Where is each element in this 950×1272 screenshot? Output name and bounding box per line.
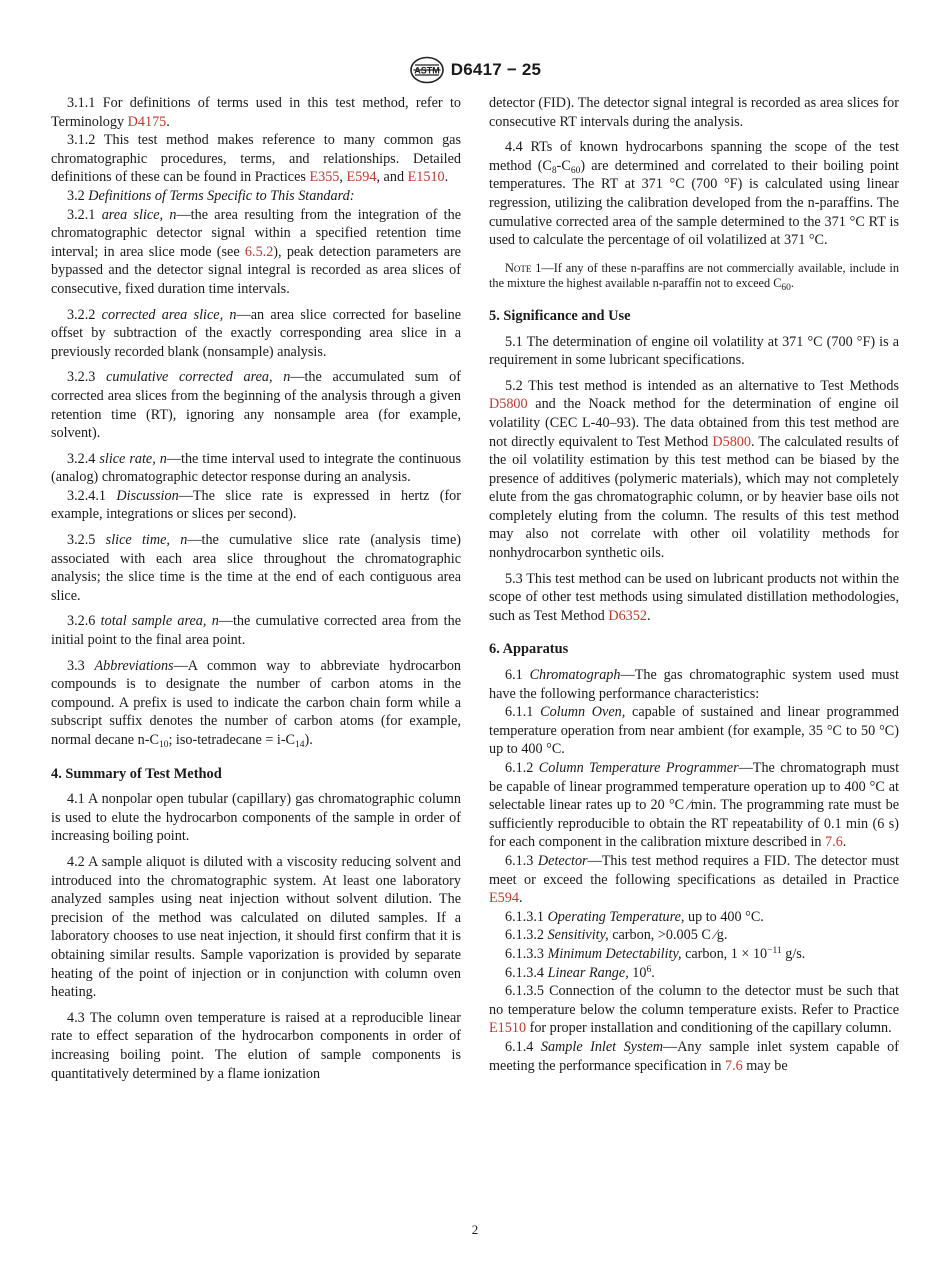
para-5-1: 5.1 The determination of engine oil volatility at 371 °C (700 °F) is a requirement in some lubricant specifications. bbox=[489, 333, 899, 369]
para-4-2: 4.2 A sample aliquot is diluted with a viscosity reducing solvent and introduced into the chromatographic system. At least one laboratory analyzed samples using neat injection without solvent dilution. The precision of the method was calculated on diluted samples. If a laboratory chooses to use neat injection, it should first confirm that it is obtaining similar results. Sample vaporization is provided by separate heating of the point of injection or in conjunction with column oven heating. bbox=[51, 853, 461, 1001]
astm-logo-icon bbox=[409, 56, 445, 84]
note-1: Note 1—If any of these n-paraffins are not commercially available, include in the mixture the highest available n-paraffin not to exceed $C_{60}$. bbox=[489, 260, 899, 294]
link-7-6-2[interactable]: 7.6 bbox=[724, 1057, 743, 1074]
para-6-1-2: 6.1.2 Column Temperature Programmer—The chromatograph must be capable of linear programmed temperature operation up to 400 °C at selectable linear rates up to 20 °C ⁄min. The programming rate must be sufficiently reproducible to obtain the RT repeatability of 0.1 min (6 s) for each component in the calibration mixture described in 7.6. bbox=[489, 760, 900, 851]
link-d6352[interactable]: D6352 bbox=[608, 607, 647, 624]
link-e594[interactable]: E594 bbox=[346, 169, 377, 186]
para-3-2-4-1: 3.2.4.1 Discussion—The slice rate is expressed in hertz (for example, integrations or slices per second). bbox=[51, 487, 461, 523]
para-4-3: 4.3 The column oven temperature is raised at a reproducible linear rate to effect separation of the hydrocarbon components in order of increasing boiling point. The elution of sample components is quantitatively determined by a flame ionization bbox=[51, 1009, 461, 1082]
para-6-1-1: 6.1.1 Column Oven, capable of sustained and linear programmed temperature operation from near ambient (for example, 35 °C to 50 °C) up to 400 °C. bbox=[489, 704, 899, 758]
document-id: D6417 − 25 bbox=[450, 60, 542, 79]
section-5-heading: 5. Significance and Use bbox=[489, 307, 631, 324]
para-6-1-4: 6.1.4 Sample Inlet System—Any sample inlet system capable of meeting the performance specification in 7.6 may be bbox=[489, 1038, 899, 1074]
page-header bbox=[0, 56, 950, 84]
para-6-1-3-3: 6.1.3.3 Minimum Detectability, carbon, $1 \times 10^{-11}$ g/s. bbox=[505, 945, 806, 962]
section-4-heading: 4. Summary of Test Method bbox=[51, 765, 222, 782]
para-4-3-continued: detector (FID). The detector signal integral is recorded as area slices for consecutive RT intervals during the analysis. bbox=[489, 95, 899, 130]
para-3-2: 3.2 Definitions of Terms Specific to This Standard: bbox=[67, 187, 355, 204]
link-e594-2[interactable]: E594 bbox=[489, 890, 519, 907]
para-3-2-4: 3.2.4 slice rate, n—the time interval used to integrate the continuous (analog) chromatographic detector response during an analysis. bbox=[51, 450, 461, 486]
para-3-2-3: 3.2.3 cumulative corrected area, n—the accumulated sum of corrected area slices from the beginning of the analysis through a given retention time (RT), ignoring any nonsample area (for example, solvent). bbox=[51, 369, 462, 442]
page-number: 2 bbox=[471, 1222, 479, 1237]
para-4-4: 4.4 RTs of known hydrocarbons spanning the scope of the test method $(C_8-C_{60})$ are determined and correlated to their boiling point temperatures. The RT at 371 °C (700 °F) is calculated using linear regression, utilizing the calibration developed from the n-paraffins. The cumulative corrected area of the sample determined to the 371 °C RT is used to calculate the percentage of oil volatilized at 371 °C. bbox=[489, 139, 900, 249]
para-3-2-5: 3.2.5 slice time, n—the cumulative slice rate (analysis time) associated with each area slice throughout the chromatographic analysis; the slice time is the time at the end of each contiguous area slice. bbox=[51, 532, 461, 604]
para-3-2-1: 3.2.1 area slice, n—the area resulting from the integration of the chromatographic detector signal within a specified retention time interval; in area slice mode (see 6.5.2), peak detection parameters are bypassed and the detector signal integral is recorded as area slices of consecutive, fixed duration time intervals. bbox=[51, 206, 462, 297]
link-e355[interactable]: E355 bbox=[309, 169, 340, 186]
para-4-1: 4.1 A nonpolar open tubular (capillary) gas chromatographic column is used to elute the hydrocarbon components of the sample in order of increasing boiling point. bbox=[51, 791, 461, 845]
para-3-3: 3.3 Abbreviations—A common way to abbreviate hydrocarbon compounds is to designate the number of carbon atoms in the compound. A prefix is used to indicate the carbon chain form while a subscript suffix denotes the number of carbon atoms (for example, normal decane $n-C_{10}$; iso-tetradecane = $i-C_{14}$). bbox=[51, 657, 462, 750]
para-3-2-2: 3.2.2 corrected area slice, n—an area slice corrected for baseline offset by subtraction of the exactly corresponding area slice in a previously recorded blank (nonsample) analysis. bbox=[51, 306, 461, 360]
section-6-heading: 6. Apparatus bbox=[489, 641, 569, 658]
para-3-2-6: 3.2.6 total sample area, n—the cumulative corrected area from the initial point to the final area point. bbox=[51, 613, 461, 649]
link-e1510[interactable]: E1510 bbox=[407, 169, 445, 186]
para-3-1-1: 3.1.1 For definitions of terms used in this test method, refer to Terminology D4175. bbox=[51, 95, 461, 130]
svg-text:ASTM: ASTM bbox=[414, 65, 440, 76]
para-5-3: 5.3 This test method can be used on lubricant products not within the scope of other test methods using simulated distillation methodologies, such as Test Method D6352. bbox=[489, 570, 899, 624]
para-6-1-3-2: 6.1.3.2 Sensitivity, carbon, >0.005 C ⁄g. bbox=[505, 927, 728, 944]
left-column bbox=[51, 94, 461, 1083]
para-6-1-3-4: 6.1.3.4 Linear Range, $10^6$. bbox=[505, 964, 655, 981]
link-d5800-2[interactable]: D5800 bbox=[712, 433, 751, 450]
link-e1510-2[interactable]: E1510 bbox=[489, 1020, 527, 1037]
link-6-5-2[interactable]: 6.5.2 bbox=[244, 243, 274, 260]
link-7-6[interactable]: 7.6 bbox=[825, 834, 843, 851]
para-3-1-2: 3.1.2 This test method makes reference to many common gas chromatographic procedures, terms, and relationships. Detailed definitions of these can be found in Practices E355, E594, and E1510. bbox=[51, 132, 461, 186]
para-6-1-3: 6.1.3 Detector—This test method requires a FID. The detector must meet or exceed the following specifications as detailed in Practice E594. bbox=[489, 852, 899, 907]
para-6-1: 6.1 Chromatograph—The gas chromatographic system used must have the following performance characteristics: bbox=[489, 667, 899, 702]
para-6-1-3-5: 6.1.3.5 Connection of the column to the detector must be such that no temperature below the column temperature exists. Refer to Practice E1510 for proper installation and conditioning of the capillary column. bbox=[489, 983, 899, 1037]
link-d5800[interactable]: D5800 bbox=[489, 396, 528, 413]
para-6-1-3-1: 6.1.3.1 Operating Temperature, up to 400 °C. bbox=[505, 908, 764, 925]
right-column bbox=[489, 94, 899, 1075]
para-5-2: 5.2 This test method is intended as an alternative to Test Methods D5800 and the Noack method for the determination of engine oil volatility (CEC L-40–93). The data obtained from this test method are not directly equivalent to Test Method D5800. The calculated results of the oil volatility estimation by this test method can be biased by the presence of additives (polymeric materials), which may not completely elute from the gas chromatographic column, or by heavier base oils not completely eluting from the column. The results of this test method may also not correlate with other oil volatility methods for nonhydrocarbon synthetic oils. bbox=[489, 377, 899, 562]
link-d4175[interactable]: D4175 bbox=[127, 113, 167, 130]
